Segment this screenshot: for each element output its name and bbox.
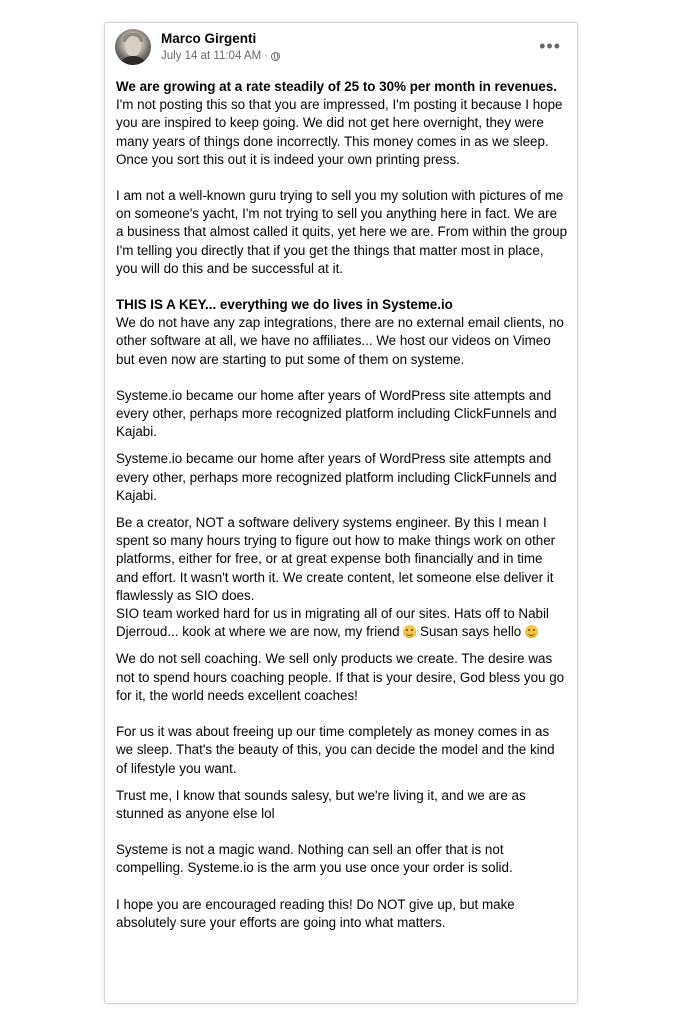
paragraph-3-heading	[116, 296, 568, 314]
smiley-emoji-icon	[403, 625, 416, 638]
paragraph-5: Systeme.io became our home after years of WordPress site attempts and every other, perhaps more recognized platform including ClickFunnels and Kajabi.	[116, 451, 557, 503]
avatar[interactable]	[115, 29, 151, 65]
post-card	[104, 22, 578, 1004]
paragraph-1-text: I'm not posting this so that you are impressed, I'm posting it because I hope you are inspired to keep going. We did not get here overnight, they were many years of things done incorrectly. This money comes in as we sleep. Once you sort this out it is indeed your own printing press.	[116, 97, 563, 167]
paragraph-1	[116, 78, 568, 169]
more-options-button[interactable]: •••	[539, 36, 561, 56]
paragraph-9: Trust me, I know that sounds salesy, but we're living it, and we are as stunned as anyone else lol	[116, 787, 526, 821]
paragraph-6: Be a creator, NOT a software delivery systems engineer. By this I mean I spent so many hours trying to figure out how to make things work on other platforms, either for free, or at great expense both financially and in time and effort. It wasn't worth it. We create content, let someone else deliver it flawlessly as SIO does.	[116, 515, 556, 603]
migration-text: SIO team worked hard for us in migrating all of our sites. Hats off to Nabil Djerroud... kook at where we are now, my friend	[116, 606, 549, 640]
post-timestamp[interactable]: July 14 at 11:04 AM	[161, 50, 262, 62]
author-name[interactable]: Marco Girgenti	[161, 31, 257, 46]
meta-separator: ·	[264, 50, 268, 62]
paragraph-7: We do not sell coaching. We sell only products we create. The desire was not to spend hours coaching people. If that is your desire, God bless you go for it, the world needs excellent coaches!	[116, 651, 565, 703]
paragraph-6-continued	[116, 605, 568, 641]
post-header	[105, 23, 577, 77]
key-heading: THIS IS A KEY... everything we do lives in Systeme.io	[116, 297, 453, 313]
susan-text: Susan says hello	[416, 624, 525, 640]
post-meta	[161, 50, 280, 62]
paragraph-11: I hope you are encouraged reading this! Do NOT give up, but make absolutely sure your efforts are going into what matters.	[116, 896, 515, 930]
paragraph-8: For us it was about freeing up our time completely as money comes in as we sleep. That's the beauty of this, you can decide the model and the kind of lifestyle you want.	[116, 724, 555, 776]
paragraph-2: I am not a well-known guru trying to sell you my solution with pictures of me on someone's yacht, I'm not trying to sell you anything here in fact. We are a business that almost called it quits, yet here we are. From within the group I'm telling you directly that if you get the things that matter most in place, you will do this and be successful at it.	[116, 188, 568, 276]
avatar-face	[125, 36, 141, 56]
post-body	[116, 78, 568, 932]
avatar-shirt	[118, 56, 148, 65]
globe-icon	[271, 52, 280, 61]
paragraph-3: We do not have any zap integrations, there are no external email clients, no other software at all, we have no affiliates... We host our videos on Vimeo but even now are starting to put some of them on systeme.	[116, 315, 564, 367]
smiley-emoji-icon	[525, 625, 538, 638]
paragraph-1-bold: We are growing at a rate steadily of 25 to 30% per month in revenues.	[116, 79, 558, 94]
paragraph-4: Systeme.io became our home after years of WordPress site attempts and every other, perhaps more recognized platform including ClickFunnels and Kajabi.	[116, 387, 557, 440]
paragraph-10: Systeme is not a magic wand. Nothing can sell an offer that is not compelling. Systeme.io is the arm you use once your order is solid.	[116, 842, 513, 876]
